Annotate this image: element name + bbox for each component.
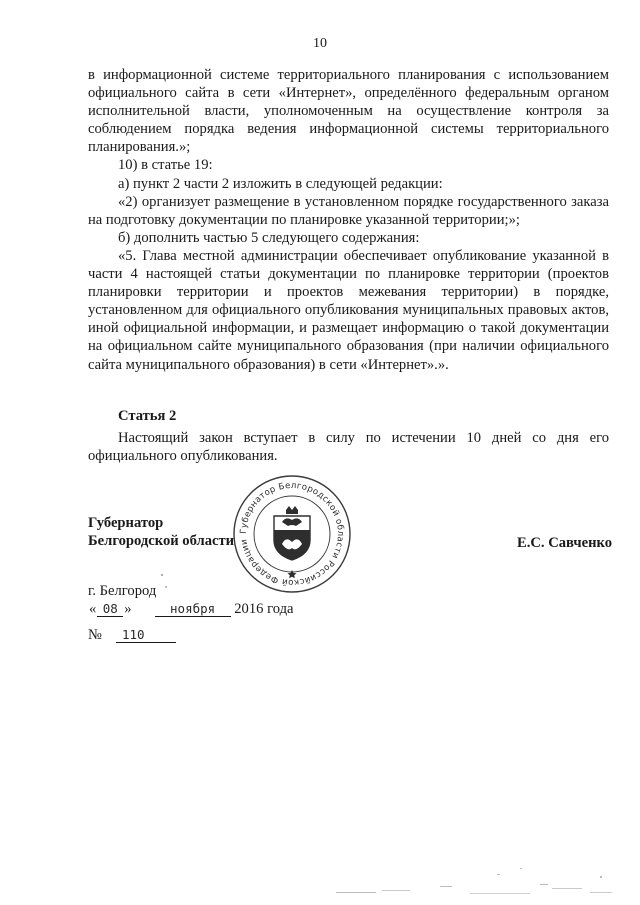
paragraph: «2) организует размещение в установленном порядке государственного заказа на подготовку документации по планировке указанной территории;»; bbox=[88, 193, 609, 228]
date-open-quote: « bbox=[89, 601, 97, 617]
paragraph: «5. Глава местной администрации обеспечивает опубликование указанной в части 4 настоящей статьи документации по планировке территории (проектов планировки территории и проектов межевания территории) в порядке, установленном для официального опубликования муниципальных правовых актов, иной официальной информации, и размещает информацию о такой документации на официальном сайте муниципального образования (при наличии официального сайта муниципального образования) в сети «Интернет».». bbox=[88, 247, 609, 373]
signatory-name: Е.С. Савченко bbox=[516, 535, 612, 551]
page-number: 10 bbox=[313, 36, 327, 51]
signatory-title-line: Губернатор bbox=[88, 515, 164, 531]
signatory-title-line: Белгородской области bbox=[88, 533, 235, 549]
paragraph: в информационной системе территориального планирования с использованием официального сайта в сети «Интернет», определённого федеральным органом исполнительной власти, уполномоченным на осуществление контроля за соблюдением порядка ведения информационной системы территориального планирования.»; bbox=[88, 67, 609, 156]
article-heading: Статья 2 bbox=[118, 408, 177, 424]
date-month: ноября bbox=[155, 601, 231, 617]
date-close-quote: » bbox=[124, 601, 132, 617]
date-day: 08 bbox=[97, 601, 123, 617]
number-value: 110 bbox=[116, 627, 176, 643]
date-year: 2016 года bbox=[234, 601, 294, 617]
article-body: Настоящий закон вступает в силу по истечении 10 дней со дня его официального опубликования. bbox=[88, 430, 609, 465]
paragraph: б) дополнить частью 5 следующего содержания: bbox=[118, 229, 420, 246]
number-label: № bbox=[88, 627, 102, 643]
paragraph: а) пункт 2 части 2 изложить в следующей редакции: bbox=[118, 175, 443, 192]
seal-inscription: Губернатор Белгородской области Российской Федерации bbox=[238, 480, 346, 588]
place-of-signing: г. Белгород bbox=[88, 583, 157, 599]
paragraph: 10) в статье 19: bbox=[118, 157, 213, 174]
